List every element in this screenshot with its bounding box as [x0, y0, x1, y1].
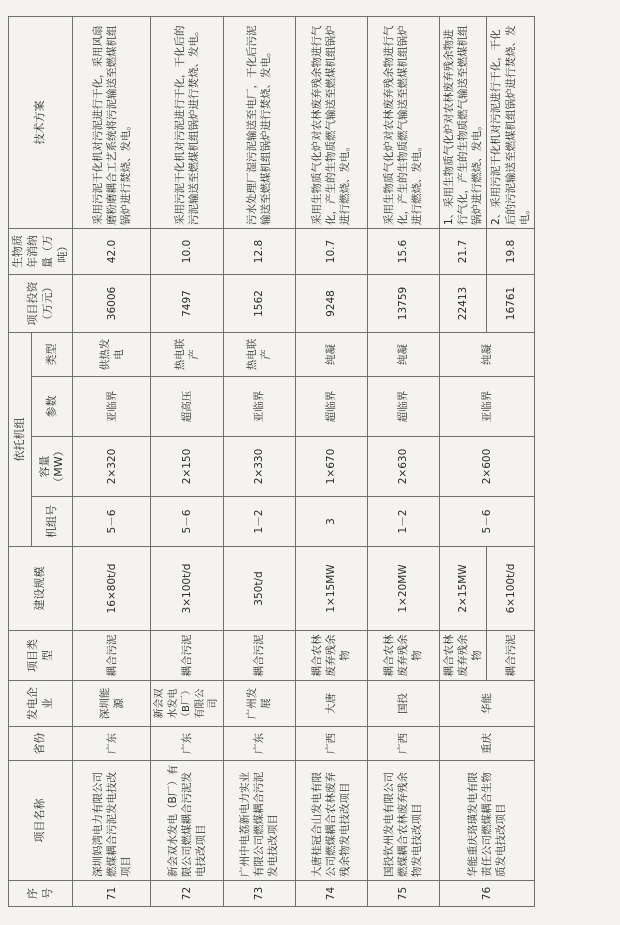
- cell-type: 耦合污泥: [151, 631, 224, 681]
- cell-investment: 22413: [439, 275, 487, 333]
- cell-param: 亚临界: [73, 377, 151, 437]
- cell-tech: 采用生物质气化炉对农林废弃残余物进行气化，产生的生物质燃气输送至燃煤机组锅炉进行燃烧、发电。: [367, 17, 439, 229]
- cell-company: 新会双水发电（B厂）有限公司: [151, 681, 224, 727]
- cell-unit-no: 1－2: [223, 497, 295, 547]
- header-biomass: 生物质年消纳量（万吨）: [9, 229, 73, 275]
- cell-company: 深圳能源: [73, 681, 151, 727]
- cell-category: 纯凝: [295, 333, 367, 377]
- table-row: [439, 17, 487, 907]
- cell-investment: 9248: [295, 275, 367, 333]
- cell-tech: 1、采用生物质气化炉对农林废弃残余物进行气化，产生的生物质燃气输送至燃煤机组锅炉进行燃烧、发电。: [439, 17, 487, 229]
- cell-name: 华能重庆珞璜发电有限责任公司燃煤耦合生物质发电技改项目: [439, 761, 534, 881]
- header-seq: 序号: [9, 881, 73, 907]
- cell-name: 国投钦州发电有限公司燃煤耦合农林废弃残余物发电技改项目: [367, 761, 439, 881]
- cell-category: 纯凝: [367, 333, 439, 377]
- cell-investment: 1562: [223, 275, 295, 333]
- cell-scale: 16×80t/d: [73, 547, 151, 631]
- cell-biomass: 10.0: [151, 229, 224, 275]
- cell-scale: 1×20MW: [367, 547, 439, 631]
- cell-category: 热电联产: [151, 333, 224, 377]
- cell-name: 大唐桂冠合山发电有限公司燃煤耦合农林废弃残余物发电技改项目: [295, 761, 367, 881]
- cell-category: 供热发电: [73, 333, 151, 377]
- cell-company: 国投: [367, 681, 439, 727]
- cell-province: 广东: [151, 727, 224, 761]
- cell-category: 纯凝: [439, 333, 534, 377]
- header-name: 项目名称: [9, 761, 73, 881]
- cell-province: 广东: [73, 727, 151, 761]
- cell-tech: 污水处理厂湿污泥输送至电厂，干化后污泥输送至燃煤机组锅炉进行焚烧、发电。: [223, 17, 295, 229]
- cell-seq: 73: [223, 881, 295, 907]
- cell-capacity: 2×600: [439, 437, 534, 497]
- header-capacity: 容量（MW）: [32, 437, 73, 497]
- cell-biomass: 12.8: [223, 229, 295, 275]
- cell-biomass: 19.8: [487, 229, 535, 275]
- cell-seq: 75: [367, 881, 439, 907]
- cell-tech: 采用污泥干化机对污泥进行干化，采用风扇磨粉磨耦合工艺系统将污泥输送至燃煤机组锅炉进行焚烧、发电。: [73, 17, 151, 229]
- cell-type: 耦合农林废弃残余物: [295, 631, 367, 681]
- cell-seq: 76: [439, 881, 534, 907]
- cell-name: 新会双水发电（B厂）有限公司燃煤耦合污泥发电技改项目: [151, 761, 224, 881]
- cell-unit-no: 5－6: [439, 497, 534, 547]
- table-row: [73, 17, 151, 907]
- cell-company: 华能: [439, 681, 534, 727]
- cell-scale: 350t/d: [223, 547, 295, 631]
- cell-investment: 7497: [151, 275, 224, 333]
- cell-biomass: 10.7: [295, 229, 367, 275]
- table-row: [151, 17, 224, 907]
- cell-capacity: 2×330: [223, 437, 295, 497]
- cell-unit-no: 5－6: [73, 497, 151, 547]
- cell-scale: 1×15MW: [295, 547, 367, 631]
- cell-investment: 16761: [487, 275, 535, 333]
- cell-seq: 74: [295, 881, 367, 907]
- cell-param: 超临界: [367, 377, 439, 437]
- cell-name: 广州中电荔新电力实业有限公司燃煤耦合污泥发电技改项目: [223, 761, 295, 881]
- cell-unit-no: 1－2: [367, 497, 439, 547]
- cell-param: 亚临界: [223, 377, 295, 437]
- cell-tech: 采用污泥干化机对污泥进行干化，干化后的污泥输送至燃煤机组锅炉进行焚烧、发电。: [151, 17, 224, 229]
- cell-biomass: 42.0: [73, 229, 151, 275]
- cell-seq: 71: [73, 881, 151, 907]
- cell-investment: 13759: [367, 275, 439, 333]
- cell-name: 深圳妈湾电力有限公司燃煤耦合污泥发电技改项目: [73, 761, 151, 881]
- cell-scale: 2×15MW: [439, 547, 487, 631]
- header-investment: 项目投资（万元）: [9, 275, 73, 333]
- header-type: 项目类型: [9, 631, 73, 681]
- cell-type: 耦合农林废弃残余物: [367, 631, 439, 681]
- cell-company: 大唐: [295, 681, 367, 727]
- cell-capacity: 2×630: [367, 437, 439, 497]
- header-province: 省份: [9, 727, 73, 761]
- header-scale: 建设规模: [9, 547, 73, 631]
- header-host-group: 依托机组: [9, 333, 32, 547]
- header-unit-no: 机组号: [32, 497, 73, 547]
- cell-tech: 采用生物质气化炉对农林废弃残余物进行气化，产生的生物质燃气输送至燃煤机组锅炉进行燃烧、发电。: [295, 17, 367, 229]
- header-param: 参数: [32, 377, 73, 437]
- cell-param: 超高压: [151, 377, 224, 437]
- cell-company: 广州发展: [223, 681, 295, 727]
- table-row: [367, 17, 439, 907]
- cell-biomass: 15.6: [367, 229, 439, 275]
- cell-province: 广西: [367, 727, 439, 761]
- cell-province: 重庆: [439, 727, 534, 761]
- cell-capacity: 2×150: [151, 437, 224, 497]
- cell-type: 耦合污泥: [73, 631, 151, 681]
- header-tech: 技术方案: [9, 17, 73, 229]
- header-company: 发电企业: [9, 681, 73, 727]
- cell-unit-no: 3: [295, 497, 367, 547]
- cell-capacity: 1×670: [295, 437, 367, 497]
- table-row: [295, 17, 367, 907]
- cell-investment: 36006: [73, 275, 151, 333]
- cell-type: 耦合污泥: [487, 631, 535, 681]
- header-category: 类型: [32, 333, 73, 377]
- cell-unit-no: 5－6: [151, 497, 224, 547]
- cell-param: 亚临界: [439, 377, 534, 437]
- cell-category: 热电联产: [223, 333, 295, 377]
- cell-capacity: 2×320: [73, 437, 151, 497]
- cell-tech: 2、采用污泥干化机对污泥进行干化，干化后的污泥输送至燃煤机组锅炉进行焚烧、发电。: [487, 17, 535, 229]
- cell-type: 耦合农林废弃残余物: [439, 631, 487, 681]
- table-row: [223, 17, 295, 907]
- cell-scale: 6×100t/d: [487, 547, 535, 631]
- cell-type: 耦合污泥: [223, 631, 295, 681]
- cell-biomass: 21.7: [439, 229, 487, 275]
- cell-province: 广东: [223, 727, 295, 761]
- cell-province: 广西: [295, 727, 367, 761]
- header-row-1: [9, 17, 32, 907]
- cell-param: 超临界: [295, 377, 367, 437]
- cell-scale: 3×100t/d: [151, 547, 224, 631]
- project-table: [8, 16, 535, 907]
- cell-seq: 72: [151, 881, 224, 907]
